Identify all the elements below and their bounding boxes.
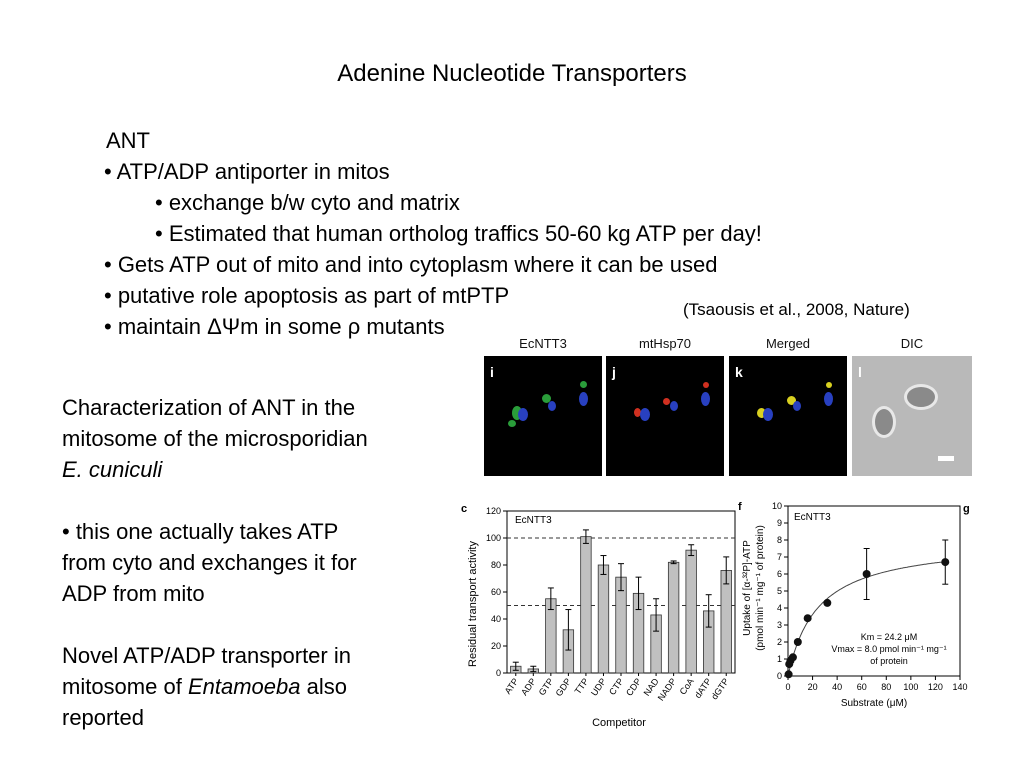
- yellow-signal: [826, 382, 832, 388]
- bullet-2: • exchange b/w cyto and matrix: [155, 190, 460, 215]
- bar-chart-inset-label: EcNTT3: [515, 515, 552, 526]
- kinetics-panel-label: f: [738, 501, 742, 513]
- data-point: [804, 614, 812, 622]
- bar-chart-xlabel: Competitor: [592, 717, 646, 729]
- red-signal: [703, 382, 709, 388]
- x-tick-label: 20: [807, 682, 818, 692]
- category-label: CDP: [624, 676, 644, 698]
- blue-nucleus: [824, 392, 833, 406]
- category-label: ATP: [502, 676, 521, 696]
- y-tick-label: 3: [776, 620, 782, 630]
- y-tick-label: 60: [490, 587, 501, 597]
- y-tick-label: 2: [776, 637, 782, 647]
- kinetics-xlabel: Substrate (μM): [840, 698, 908, 709]
- left-p2-line1: • this one actually takes ATP: [62, 519, 339, 544]
- micrograph-panel-i: [484, 356, 602, 476]
- y-tick-label: 5: [776, 586, 782, 596]
- bullet-4: • Gets ATP out of mito and into cytoplasm where it can be used: [104, 252, 718, 277]
- blue-nucleus: [518, 408, 528, 421]
- green-signal: [580, 381, 587, 388]
- bar: [616, 577, 627, 673]
- data-point: [789, 653, 797, 661]
- scale-bar: [938, 456, 954, 461]
- bar-chart-panel-label: c: [461, 503, 468, 515]
- bar-chart: [455, 496, 745, 736]
- slide-title: Adenine Nucleotide Transporters: [337, 60, 687, 87]
- category-label: ADP: [519, 676, 538, 698]
- blue-nucleus: [579, 392, 588, 406]
- y-tick-label: 1: [776, 654, 782, 664]
- bar: [721, 570, 732, 673]
- bullet-1: • ATP/ADP antiporter in mitos: [104, 159, 390, 184]
- data-point: [941, 558, 949, 566]
- y-tick-label: 100: [485, 533, 501, 543]
- y-tick-label: 0: [495, 668, 501, 678]
- left-p1-line1: Characterization of ANT in the: [62, 395, 356, 420]
- panel-letter-l: l: [858, 364, 862, 380]
- blue-nucleus: [548, 401, 556, 411]
- bullet-6: • maintain ΔΨm in some ρ mutants: [104, 314, 445, 339]
- y-tick-label: 6: [776, 569, 782, 579]
- y-tick-label: 20: [490, 641, 501, 651]
- data-point: [785, 670, 793, 678]
- x-tick-label: 140: [952, 682, 968, 692]
- category-label: dGTP: [709, 676, 731, 702]
- y-tick-label: 80: [490, 560, 501, 570]
- left-p2-line3: ADP from mito: [62, 581, 205, 606]
- data-point: [794, 638, 802, 646]
- kinetics-chart: [735, 496, 979, 716]
- x-tick-label: 40: [832, 682, 843, 692]
- micrograph-header-merged: Merged: [765, 336, 811, 351]
- micrograph-header-mthsp70: mtHsp70: [638, 336, 692, 351]
- y-tick-label: 0: [776, 671, 782, 681]
- kinetics-ylabel-line1: Uptake of [α-³²P]-ATP: [742, 540, 753, 636]
- x-tick-label: 80: [881, 682, 892, 692]
- micrograph-panel-k: [729, 356, 847, 476]
- blue-nucleus: [670, 401, 678, 411]
- kinetics-annotation-1: Km = 24.2 μM: [860, 632, 918, 642]
- red-signal: [663, 398, 670, 405]
- y-tick-label: 7: [776, 552, 782, 562]
- bar: [598, 565, 609, 673]
- panel-letter-j: j: [612, 364, 616, 380]
- kinetics-annotation-3: of protein: [870, 656, 908, 666]
- y-tick-label: 8: [776, 535, 782, 545]
- category-label: CTP: [607, 676, 626, 697]
- data-point: [863, 570, 871, 578]
- category-label: NAD: [641, 676, 661, 698]
- left-p1-line3: E. cuniculi: [62, 457, 163, 482]
- bullet-5: • putative role apoptosis as part of mtPTP: [104, 283, 510, 308]
- blue-nucleus: [793, 401, 801, 411]
- bar: [668, 562, 679, 673]
- category-label: TTP: [572, 676, 591, 697]
- category-label: CoA: [677, 676, 696, 697]
- category-label: dATP: [692, 676, 714, 701]
- left-p2-line2: from cyto and exchanges it for: [62, 550, 357, 575]
- y-tick-label: 4: [776, 603, 782, 613]
- blue-nucleus: [701, 392, 710, 406]
- micrograph-header-dic: DIC: [900, 336, 924, 351]
- blue-nucleus: [763, 408, 773, 421]
- panel-letter-i: i: [490, 364, 494, 380]
- green-signal: [508, 420, 516, 427]
- kinetics-ylabel-line2: (pmol min⁻¹ mg⁻¹ of protein): [755, 525, 766, 651]
- bullet-3: • Estimated that human ortholog traffics 50-60 kg ATP per day!: [155, 221, 762, 246]
- category-label: UDP: [589, 676, 609, 698]
- citation: (Tsaousis et al., 2008, Nature): [683, 300, 910, 319]
- kinetics-annotation-2: Vmax = 8.0 pmol min⁻¹ mg⁻¹: [831, 644, 947, 654]
- y-tick-label: 10: [771, 501, 782, 511]
- x-tick-label: 60: [856, 682, 867, 692]
- y-tick-label: 9: [776, 518, 782, 528]
- left-p1-line2: mitosome of the microsporidian: [62, 426, 368, 451]
- x-tick-label: 100: [903, 682, 919, 692]
- category-label: GDP: [553, 676, 574, 699]
- x-tick-label: 120: [927, 682, 943, 692]
- panel-letter-k: k: [735, 364, 743, 380]
- dic-cell: [872, 406, 896, 438]
- bar-chart-ylabel: Residual transport activity: [467, 541, 479, 667]
- y-tick-label: 40: [490, 614, 501, 624]
- dic-cell: [904, 384, 938, 410]
- ant-heading: ANT: [106, 128, 150, 153]
- kinetics-inset-label: EcNTT3: [794, 512, 831, 523]
- left-text-block: [62, 392, 442, 733]
- bar: [581, 537, 592, 673]
- left-p3-line2: mitosome of Entamoeba also: [62, 674, 347, 699]
- category-label: GTP: [536, 676, 556, 698]
- data-point: [823, 599, 831, 607]
- x-tick-label: 0: [785, 682, 791, 692]
- left-p3-line1: Novel ATP/ADP transporter in: [62, 643, 351, 668]
- micrograph-panel-j: [606, 356, 724, 476]
- bar: [686, 550, 697, 673]
- blue-nucleus: [640, 408, 650, 421]
- micrograph-header-ecntt3: EcNTT3: [519, 336, 567, 351]
- micrograph-panel-l: [852, 356, 972, 476]
- category-label: NADP: [655, 676, 679, 703]
- kinetics-extra-label: g: [963, 503, 970, 515]
- left-p3-line3: reported: [62, 705, 144, 730]
- y-tick-label: 120: [485, 506, 501, 516]
